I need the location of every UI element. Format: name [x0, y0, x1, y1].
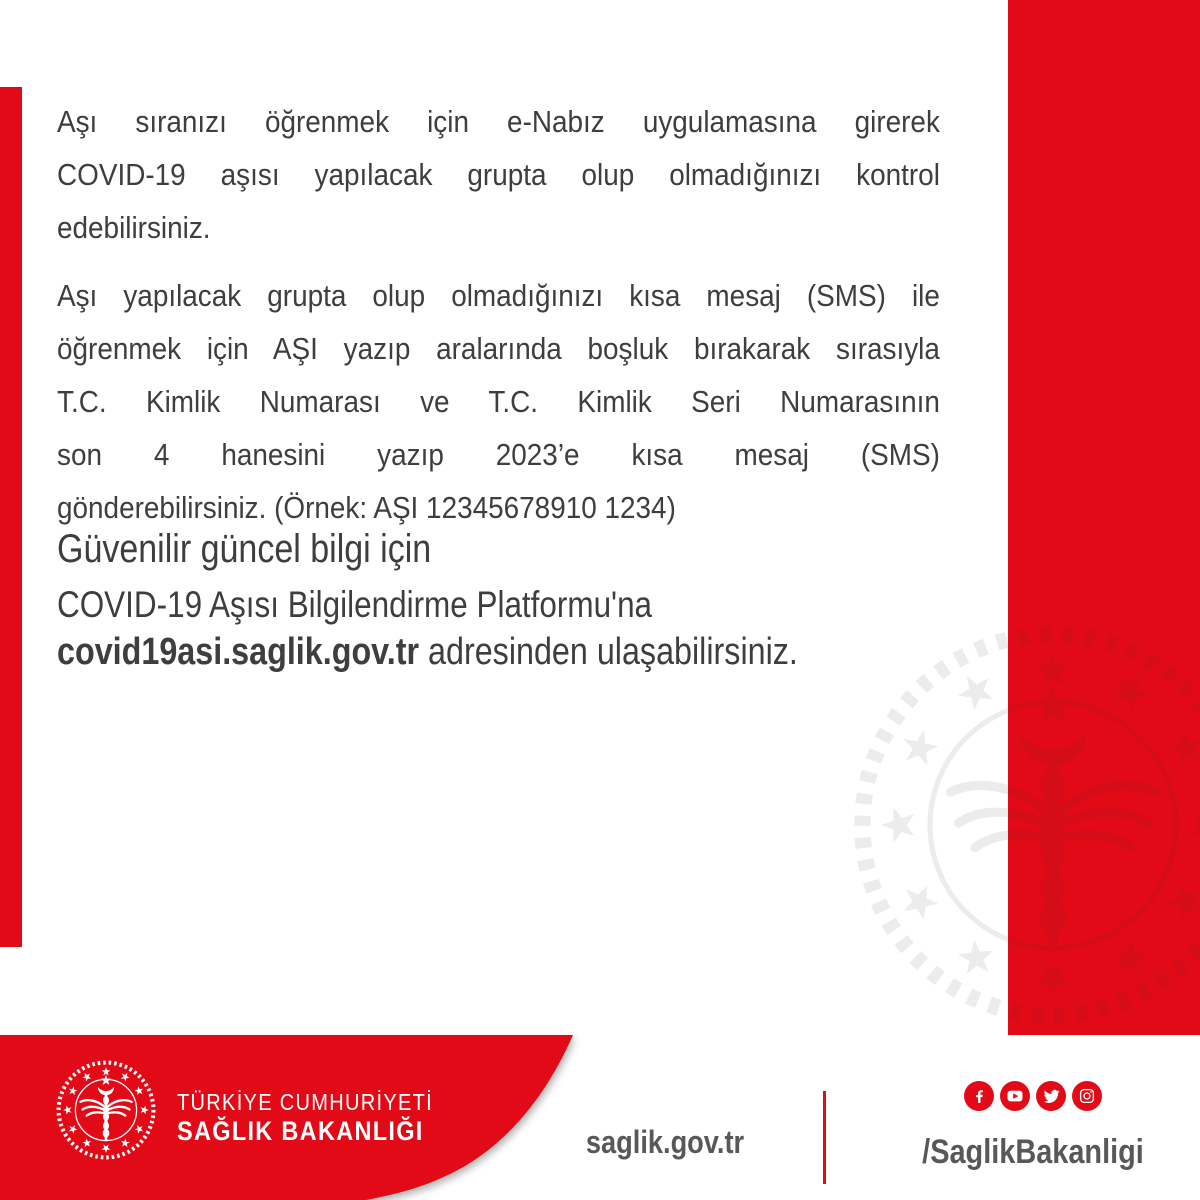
text-line: öğrenmek için AŞI yazıp aralarında boşluk bırakarak sırasıyla: [57, 331, 940, 366]
info-url-line: [57, 628, 798, 676]
footer-divider: [823, 1091, 826, 1184]
text-line: son 4 hanesini yazıp 2023’e kısa mesaj (SMS): [57, 437, 940, 472]
text-line: Aşı yapılacak grupta olup olmadığınızı kısa mesaj (SMS) ile: [57, 278, 940, 313]
youtube-icon: [1000, 1081, 1030, 1111]
paragraph-sms: [57, 269, 940, 534]
platform-url: covid19asi.saglik.gov.tr: [57, 631, 420, 673]
ministry-name: [177, 1089, 433, 1146]
social-icons: [964, 1081, 1102, 1111]
ministry-line2: SAĞLIK BAKANLIĞI: [177, 1116, 424, 1146]
text-line: edebilirsiniz.: [57, 210, 211, 245]
text-line: T.C. Kimlik Numarası ve T.C. Kimlik Seri Numarasının: [57, 384, 940, 419]
info-platform-line: COVID-19 Aşısı Bilgilendirme Platformu'na: [57, 584, 653, 625]
right-accent-column: [1008, 0, 1200, 1035]
ministry-logo: [55, 1059, 157, 1161]
text-line: Aşı sıranızı öğrenmek için e-Nabız uygulamasına girerek: [57, 104, 940, 139]
text-line: COVID-19 aşısı yapılacak grupta olup olmadığınızı kontrol: [57, 157, 940, 192]
ministry-seal-watermark-on-red: [1008, 620, 1200, 1030]
facebook-icon: [964, 1081, 994, 1111]
info-heading: Güvenilir güncel bilgi için: [57, 527, 432, 571]
instagram-icon: [1072, 1081, 1102, 1111]
social-handle: /SaglikBakanligi: [922, 1133, 1144, 1171]
text-line: gönderebilirsiniz. (Örnek: AŞI 12345678910 1234): [57, 490, 676, 525]
website-url: saglik.gov.tr: [585, 1124, 745, 1160]
left-accent-bar: [0, 87, 22, 947]
twitter-icon: [1036, 1081, 1066, 1111]
ministry-line1: TÜRKİYE CUMHURİYETİ: [177, 1089, 434, 1115]
info-url-suffix: adresinden ulaşabilirsiniz.: [419, 631, 798, 673]
paragraph-enabiz: [57, 95, 940, 254]
